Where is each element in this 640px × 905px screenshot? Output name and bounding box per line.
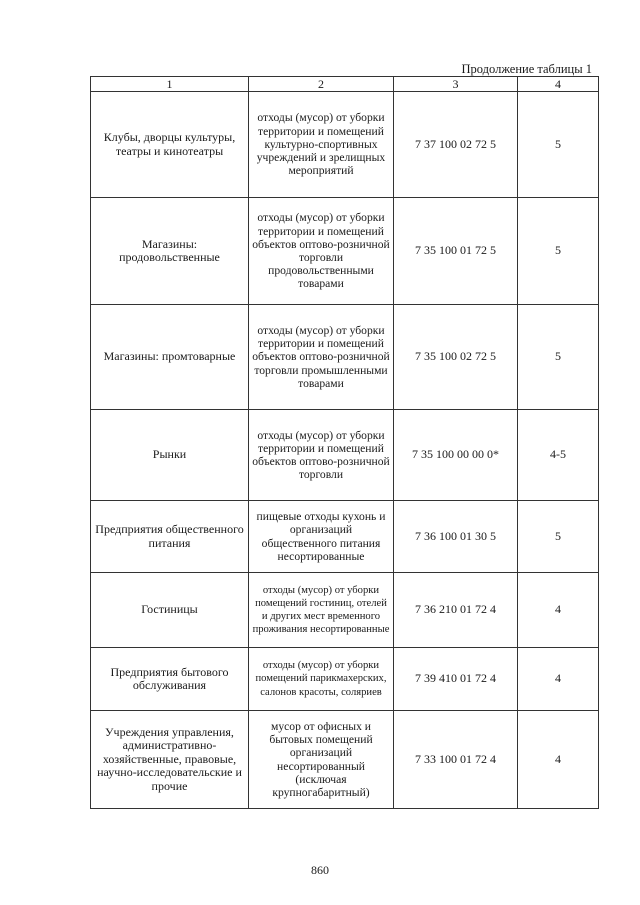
- hazard-class-cell: 4: [518, 711, 599, 809]
- fkko-code-cell: 7 36 100 01 30 5: [394, 501, 518, 573]
- column-header-4: 4: [518, 77, 599, 92]
- waste-description-cell: отходы (мусор) от уборки территории и помещений объектов оптово-розничной торговли промышленными товарами: [249, 305, 394, 410]
- table-continuation-label: Продолжение таблицы 1: [461, 62, 592, 76]
- table-row: [91, 501, 599, 573]
- object-cell: Рынки: [91, 410, 249, 501]
- waste-description-cell: мусор от офисных и бытовых помещений организаций несортированный (исключая крупногабаритный): [249, 711, 394, 809]
- table-header-row: [91, 77, 599, 92]
- column-header-3: 3: [394, 77, 518, 92]
- fkko-code-cell: 7 39 410 01 72 4: [394, 648, 518, 711]
- hazard-class-cell: 5: [518, 501, 599, 573]
- waste-description-cell: отходы (мусор) от уборки территории и помещений объектов оптово-розничной торговли: [249, 410, 394, 501]
- object-cell: Предприятия бытового обслуживания: [91, 648, 249, 711]
- column-header-1: 1: [91, 77, 249, 92]
- hazard-class-cell: 5: [518, 198, 599, 305]
- hazard-class-cell: 4: [518, 573, 599, 648]
- table-row: [91, 305, 599, 410]
- hazard-class-cell: 4-5: [518, 410, 599, 501]
- object-cell: Предприятия общественного питания: [91, 501, 249, 573]
- object-cell: Учреждения управления, административно-хозяйственные, правовые, научно-исследовательские и прочие: [91, 711, 249, 809]
- table-row: [91, 198, 599, 305]
- table-row: [91, 573, 599, 648]
- fkko-code-cell: 7 35 100 00 00 0*: [394, 410, 518, 501]
- hazard-class-cell: 5: [518, 305, 599, 410]
- column-header-2: 2: [249, 77, 394, 92]
- table-row: [91, 410, 599, 501]
- object-cell: Магазины: продовольственные: [91, 198, 249, 305]
- fkko-code-cell: 7 35 100 01 72 5: [394, 198, 518, 305]
- waste-table: [90, 76, 599, 809]
- table-row: [91, 648, 599, 711]
- table-row: [91, 92, 599, 198]
- object-cell: Гостиницы: [91, 573, 249, 648]
- object-cell: Клубы, дворцы культуры, театры и кинотеатры: [91, 92, 249, 198]
- hazard-class-cell: 5: [518, 92, 599, 198]
- hazard-class-cell: 4: [518, 648, 599, 711]
- fkko-code-cell: 7 35 100 02 72 5: [394, 305, 518, 410]
- waste-description-cell: отходы (мусор) от уборки помещений парикмахерских, салонов красоты, соляриев: [249, 648, 394, 711]
- fkko-code-cell: 7 37 100 02 72 5: [394, 92, 518, 198]
- object-cell: Магазины: промтоварные: [91, 305, 249, 410]
- fkko-code-cell: 7 33 100 01 72 4: [394, 711, 518, 809]
- waste-description-cell: отходы (мусор) от уборки помещений гостиниц, отелей и других мест временного проживания несортированные: [249, 573, 394, 648]
- table-row: [91, 711, 599, 809]
- page-number: 860: [311, 863, 329, 877]
- waste-description-cell: пищевые отходы кухонь и организаций общественного питания несортированные: [249, 501, 394, 573]
- fkko-code-cell: 7 36 210 01 72 4: [394, 573, 518, 648]
- waste-description-cell: отходы (мусор) от уборки территории и помещений объектов оптово-розничной торговли продовольственными товарами: [249, 198, 394, 305]
- waste-description-cell: отходы (мусор) от уборки территории и помещений культурно-спортивных учреждений и зрелищных мероприятий: [249, 92, 394, 198]
